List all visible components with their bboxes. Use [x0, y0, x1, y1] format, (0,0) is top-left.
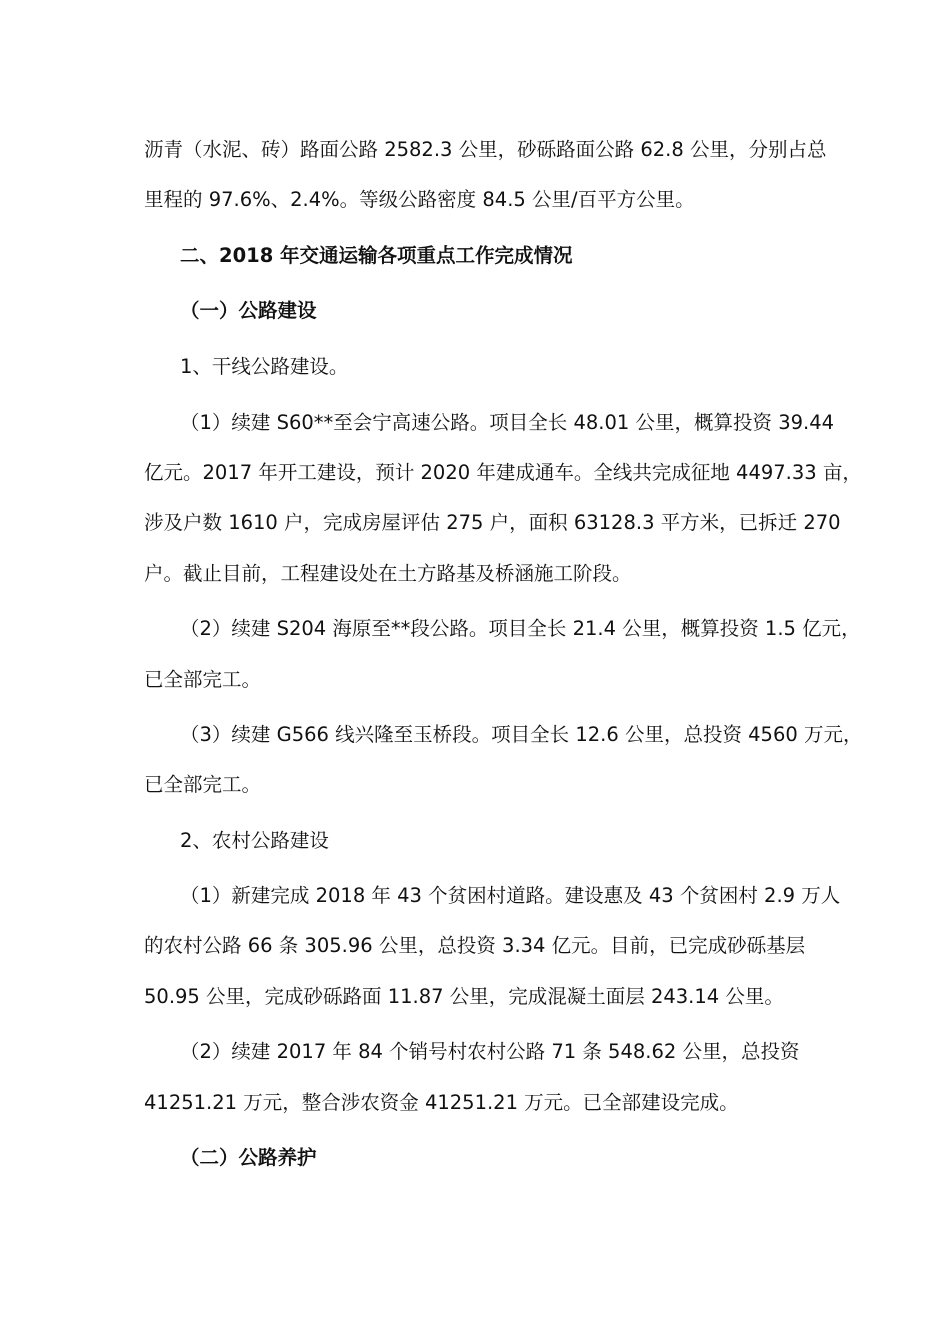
paragraph-line: 已全部完工。: [144, 668, 262, 691]
paragraph-line: 的农村公路 66 条 305.96 公里，总投资 3.34 亿元。目前，已完成砂砾基层: [144, 934, 806, 957]
item-heading: 2、农村公路建设: [180, 829, 329, 852]
subsection-heading: （二）公路养护: [180, 1146, 317, 1169]
paragraph-line: 41251.21 万元，整合涉农资金 41251.21 万元。已全部建设完成。: [144, 1091, 739, 1114]
paragraph-line: （1）新建完成 2018 年 43 个贫困村道路。建设惠及 43 个贫困村 2.9 万人: [180, 884, 841, 907]
paragraph-line: （2）续建 S204 海原至**段公路。项目全长 21.4 公里，概算投资 1.5 亿元，: [180, 617, 861, 640]
paragraph-line: 里程的 97.6%、2.4%。等级公路密度 84.5 公里/百平方公里。: [144, 188, 695, 211]
paragraph-line: 户。截止目前，工程建设处在土方路基及桥涵施工阶段。: [144, 562, 632, 585]
paragraph-line: 已全部完工。: [144, 773, 262, 796]
section-heading: 二、2018 年交通运输各项重点工作完成情况: [180, 244, 573, 267]
paragraph-line: 涉及户数 1610 户，完成房屋评估 275 户，面积 63128.3 平方米，已拆迁 270: [144, 511, 841, 534]
paragraph-line: （1）续建 S60**至会宁高速公路。项目全长 48.01 公里，概算投资 39.44: [180, 411, 835, 434]
paragraph-line: 亿元。2017 年开工建设，预计 2020 年建成通车。全线共完成征地 4497.33 亩，: [144, 461, 862, 484]
item-heading: 1、干线公路建设。: [180, 355, 349, 378]
paragraph-line: （3）续建 G566 线兴隆至玉桥段。项目全长 12.6 公里，总投资 4560 万元，: [180, 723, 863, 746]
paragraph-line: （2）续建 2017 年 84 个销号村农村公路 71 条 548.62 公里，总投资: [180, 1040, 800, 1063]
subsection-heading: （一）公路建设: [180, 299, 317, 322]
paragraph-line: 沥青（水泥、砖）路面公路 2582.3 公里，砂砾路面公路 62.8 公里，分别占总: [144, 138, 827, 161]
paragraph-line: 50.95 公里，完成砂砾路面 11.87 公里，完成混凝土面层 243.14 公里。: [144, 985, 784, 1008]
